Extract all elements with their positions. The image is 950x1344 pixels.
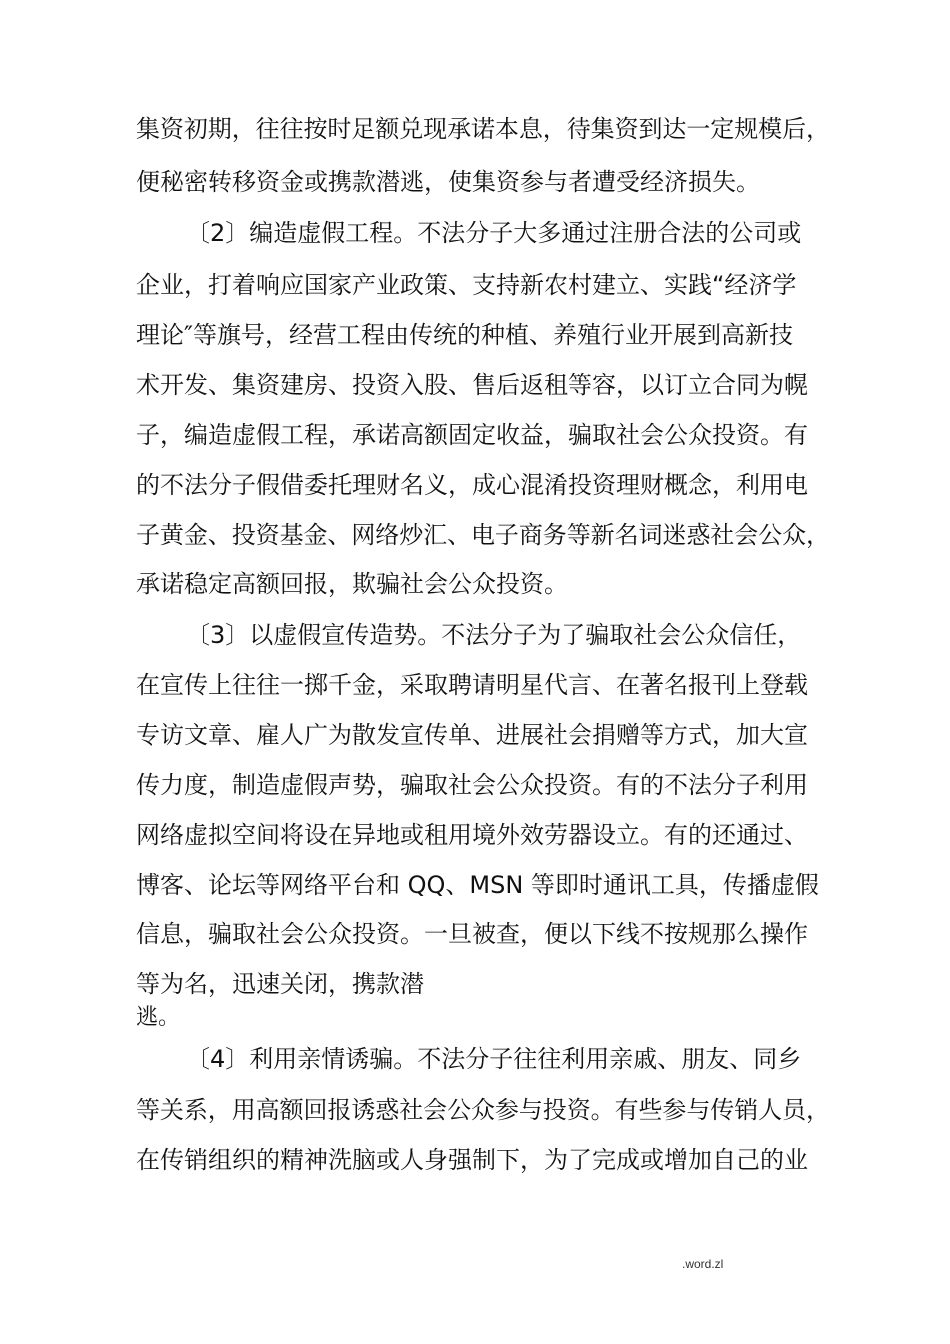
text-line-paragraph-start: 〔4〕利用亲情诱骗。不法分子往往利用亲戚、朋友、同乡	[186, 1045, 802, 1073]
text-line: 信息，骗取社会公众投资。一旦被查，便以下线不按规那么操作	[136, 920, 808, 948]
text-line: 在传销组织的精神洗脑或人身强制下，为了完成或增加自己的业	[136, 1146, 808, 1174]
text-line: 网络虚拟空间将设在异地或租用境外效劳器设立。有的还通过、	[136, 821, 808, 849]
text-line: 子黄金、投资基金、网络炒汇、电子商务等新名词迷惑社会公众，	[136, 521, 830, 549]
page-footer: .word.zl	[682, 1257, 724, 1271]
text-line: 子，编造虚假工程，承诺高额固定收益，骗取社会公众投资。有	[136, 421, 808, 449]
text-line: 理论″等旗号，经营工程由传统的种植、养殖行业开展到高新技	[136, 321, 793, 349]
text-line: 等关系，用高额回报诱惑社会公众参与投资。有些参与传销人员，	[136, 1096, 830, 1124]
text-line: 的不法分子假借委托理财名义，成心混淆投资理财概念，利用电	[136, 471, 808, 499]
text-line: 等为名，迅速关闭，携款潜	[136, 970, 424, 998]
text-line: 博客、论坛等网络平台和 QQ、MSN 等即时通讯工具，传播虚假	[136, 871, 819, 899]
text-line: 逃。	[136, 1005, 181, 1030]
text-line: 企业，打着响应国家产业政策、支持新农村建立、实践“经济学	[136, 271, 797, 299]
text-line: 专访文章、雇人广为散发宣传单、进展社会捐赠等方式，加大宣	[136, 721, 808, 749]
text-line: 便秘密转移资金或携款潜逃，使集资参与者遭受经济损失。	[136, 168, 760, 196]
text-line: 术开发、集资建房、投资入股、售后返租等容，以订立合同为幌	[136, 371, 808, 399]
text-line-paragraph-start: 〔3〕以虚假宣传造势。不法分子为了骗取社会公众信任，	[186, 621, 802, 649]
text-line: 承诺稳定高额回报，欺骗社会公众投资。	[136, 570, 568, 598]
text-line-paragraph-start: 〔2〕编造虚假工程。不法分子大多通过注册合法的公司或	[186, 219, 802, 247]
text-line: 在宣传上往往一掷千金，采取聘请明星代言、在著名报刊上登载	[136, 671, 808, 699]
text-line: 集资初期，往往按时足额兑现承诺本息，待集资到达一定规模后，	[136, 115, 830, 143]
text-line: 传力度，制造虚假声势，骗取社会公众投资。有的不法分子利用	[136, 771, 808, 799]
